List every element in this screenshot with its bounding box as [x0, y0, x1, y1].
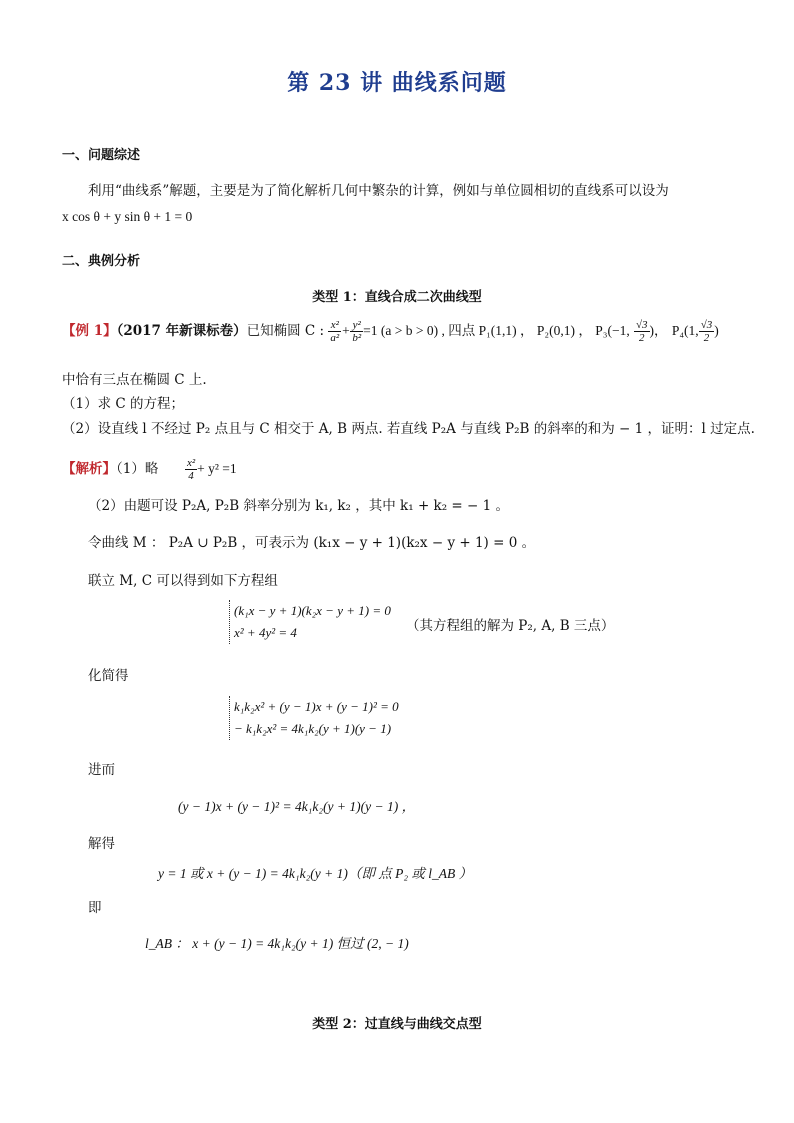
equation-5: l_AB ： x + (y − 1) = 4k₁k₂(y + 1) 恒过 (2, − 1)	[145, 936, 409, 951]
solution-para-4: 联立 M, C 可以得到如下方程组	[88, 573, 278, 589]
page-title: 第 23 讲 曲线系问题	[287, 70, 507, 96]
solution-line-1: 【解析】（1）略 $\frac{\text{x²}}{4}$ + y² =1	[62, 457, 237, 482]
section-heading-overview: 一、问题综述	[62, 148, 141, 163]
overview-formula: x cos θ + y sin θ + 1 = 0	[62, 209, 193, 224]
system-1-note: （其方程组的解为 P₂, A, B 三点）	[406, 618, 615, 634]
fraction-sqrt3-2-a: $\frac{√3}{2}$	[636, 319, 648, 344]
point-p4: P₄(1,	[671, 323, 699, 338]
fraction-sqrt3-2-b: $\frac{√3}{2}$	[700, 319, 713, 344]
equation-system-2: k₁k₂x² + (y − 1)x + (y − 1)² = 0 − k₁k₂x² = 4k₁k₂(y + 1)(y − 1)	[229, 696, 399, 740]
equation-system-1: (k₁x − y + 1)(k₂x − y + 1) = 0 x² + 4y² = 4	[229, 600, 391, 644]
example-line-2: 中恰有三点在椭圆 C 上.	[62, 372, 207, 388]
example-source: （2017 年新课标卷）	[116, 323, 247, 339]
example-tag: 【例 1】	[62, 323, 117, 339]
solution-para-3: 令曲线 M ： P₂A ∪ P₂B ，可表示为 (k₁x − y + 1)(k₂x − y + 1) = 0 。	[88, 535, 536, 551]
ji-label: 即	[88, 900, 102, 916]
equation-3: (y − 1)x + (y − 1)² = 4k₁k₂(y + 1)(y − 1) ，	[178, 799, 416, 814]
example-intro: 已知椭圆 C :	[246, 323, 325, 339]
example-condition: =1 (a > b > 0) , 四点 P₁(1,1) ， P₂(0,1) ， P₃(−1,	[363, 323, 630, 338]
example-1-line: 【例 1】（2017 年新课标卷）已知椭圆 C : $\frac{\text{x²}}{\text{a²}}$ + $\frac{\text{y²}}{\text{b²}}$ =1 (a > b > 0) , 四点 P₁(1,1) ， P₂(0,1) ， P₃(−1, $\frac{√3}{2}$ )， P₄(1, $\frac{√3}{2}$ )	[62, 319, 719, 344]
question-2: （2）设直线 l 不经过 P₂ 点且与 C 相交于 A, B 两点. 若直线 P₂A 与直线 P₂B 的斜率的和为 − 1 ，证明：l 过定点.	[62, 421, 755, 437]
solution-tag: 【解析】	[62, 461, 116, 477]
overview-text: 利用“曲线系”解题，主要是为了简化解析几何中繁杂的计算，例如与单位圆相切的直线系可以设为	[88, 183, 669, 199]
section-heading-examples: 二、典例分析	[62, 254, 141, 269]
further-label: 进而	[88, 762, 115, 778]
fraction-x2-4: $\frac{\text{x²}}{4}$	[186, 457, 196, 482]
solution-para-2: （2）由题可设 P₂A, P₂B 斜率分别为 k₁, k₂ ，其中 k₁ + k₂ = − 1 。	[88, 498, 510, 514]
equation-4: y = 1 或 x + (y − 1) = 4k₁k₂(y + 1)（即 点 P₂ 或 l_AB ）	[158, 866, 473, 881]
simplify-label: 化简得	[88, 668, 129, 684]
solve-label: 解得	[88, 836, 115, 852]
fraction-y2-b2: $\frac{\text{y²}}{\text{b²}}$	[352, 319, 362, 344]
type-1-heading: 类型 1：直线合成二次曲线型	[312, 290, 482, 305]
type-2-heading: 类型 2：过直线与曲线交点型	[312, 1017, 482, 1032]
question-1: （1）求 C 的方程；	[62, 396, 185, 412]
fraction-x2-a2: $\frac{\text{x²}}{\text{a²}}$	[330, 319, 340, 344]
